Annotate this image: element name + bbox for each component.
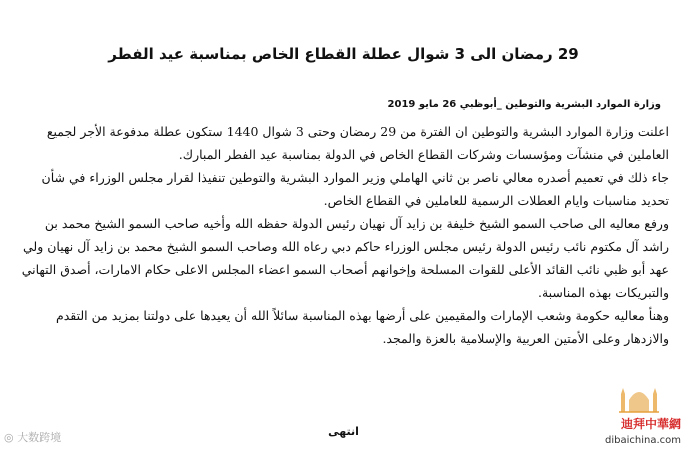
watermark-right: [599, 380, 681, 446]
watermark-left-text: 大数跨境: [17, 431, 62, 444]
watermark-left: [4, 429, 61, 445]
watermark-right-url: dibaichina.com: [605, 435, 681, 446]
closing-text: انتهى: [328, 425, 359, 438]
mosque-logo-icon: [617, 380, 661, 414]
article-body: [17, 120, 669, 350]
paragraph-1: اعلنت وزارة الموارد البشرية والتوطين ان الفترة من 29 رمضان وحتى 3 شوال 1440 ستكون عطلة مدفوعة الأجر لجميع العاملين في منشآت ومؤسسات وشركات القطاع الخاص في الدولة بمناسبة عيد الفطر المبارك.: [46, 124, 669, 162]
document-title: 29 رمضان الى 3 شوال عطلة القطاع الخاص بمناسبة عيد الفطر: [108, 45, 579, 63]
paragraph-3: ورفع معاليه الى صاحب السمو الشيخ خليفة بن زايد آل نهيان رئيس الدولة حفظه الله وأخيه صاحب السمو الشيخ محمد بن راشد آل مكتوم نائب رئيس الدولة رئيس مجلس الوزراء حاكم دبي رعاه الله وصاحب السمو الشيخ محمد بن زايد آل نهيان ولي عهد أبو ظبي نائب القائد الأعلى للقوات المسلحة وإخوانهم أصحاب السمو اعضاء المجلس الاعلى حكام الامارات، أصدق التهاني والتبريكات بهذه المناسبة.: [21, 216, 669, 300]
source-line: وزارة الموارد البشرية والتوطين _أبوظبي 26 مايو 2019: [387, 99, 661, 110]
paragraph-2: جاء ذلك في تعميم أصدره معالي ناصر بن ثاني الهاملي وزير الموارد البشرية والتوطين تنفيذا لقرار مجلس الوزراء في شأن تحديد مناسبات وايام العطلات الرسمية للعاملين في القطاع الخاص.: [41, 170, 669, 208]
paragraph-4: وهنأ معاليه حكومة وشعب الإمارات والمقيمين على أرضها بهذه المناسبة سائلاً الله أن يعيدها على دولتنا بمزيد من التقدم والازدهار وعلى الأمتين العربية والإسلامية بالعزة والمجد.: [55, 308, 669, 346]
watermark-right-chinese: 迪拜中華網: [620, 417, 681, 431]
camera-icon: ◎: [4, 431, 14, 444]
